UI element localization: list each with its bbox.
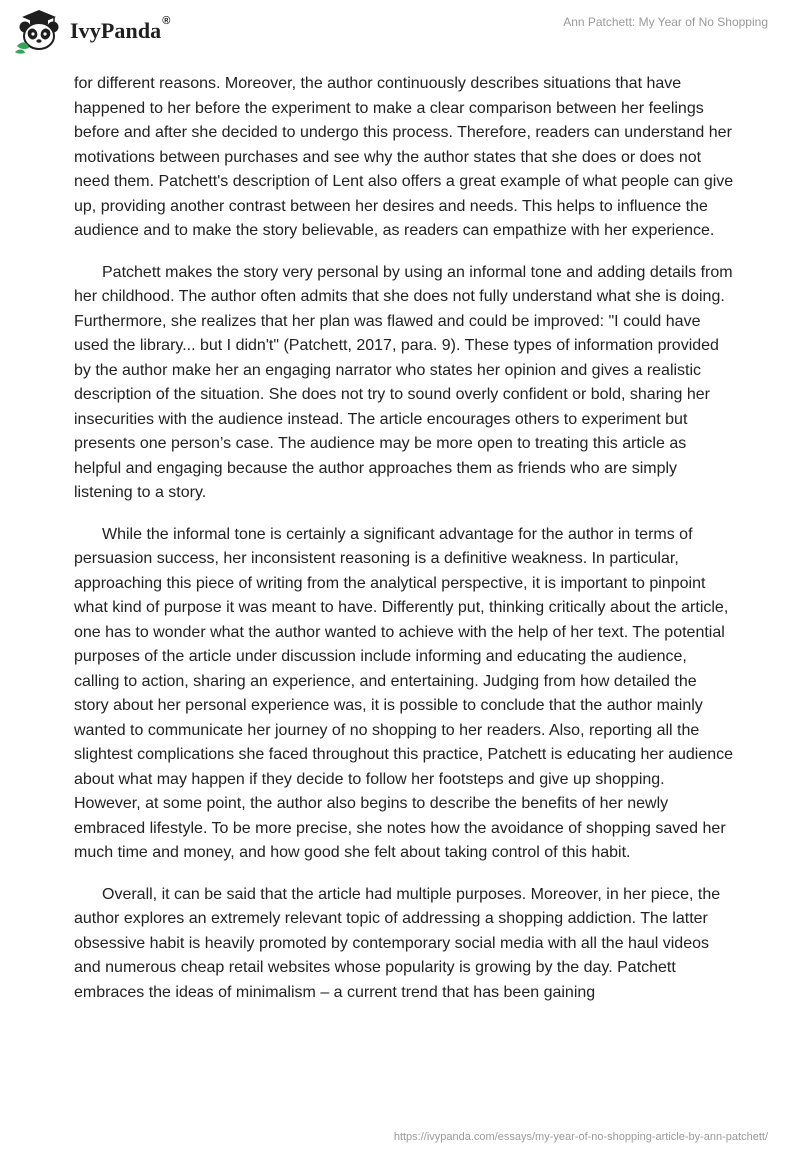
paragraph: While the informal tone is certainly a significant advantage for the author in terms of persuasion success, her inconsistent reasoning is a definitive weakness. In particular, approaching this piece of writing from the analytical perspective, it is important to pinpoint what kind of purpose it was meant to have. Differently put, thinking critically about the article, one has to wonder what the author wanted to achieve with the help of her text. The potential purposes of the article under discussion include informing and educating the audience, calling to action, sharing an experience, and entertaining. Judging from how detailed the story about her personal experience was, it is possible to conclude that the author mainly wanted to communicate her journey of no shopping to her readers. Also, reporting all the slightest complications she faced throughout this practice, Patchett is educating her audience about what may happen if they decide to follow her footsteps and give up shopping. However, at some point, the author also begins to describe the benefits of her newly embraced lifestyle. To be more precise, she notes how the avoidance of shopping saved her much time and money, and how good she felt about taking control of this habit. [74,525,734,861]
page-header [0,0,800,62]
registered-mark: ® [162,15,171,27]
ivypanda-logo[interactable] [14,8,171,54]
paragraph: Patchett makes the story very personal by using an informal tone and adding details from her childhood. The author often admits that she does not fully understand what she is doing. Furthermore, she realizes that her plan was flawed and could be improved: "I could have used the library... but I didn't" (Patchett, 2017, para. 9). These types of information provided by the author make her an engaging narrator who states her opinion and gives a realistic description of the situation. She does not try to sound overly confident or bold, sharing her insecurities with the audience instead. The article encourages others to experiment but presents one person’s case. The audience may be more open to treating this article as helpful and engaging because the author approaches them as friends who are simply listening to a story. [74,263,733,501]
essay-body [74,72,734,1022]
source-url[interactable]: https://ivypanda.com/essays/my-year-of-no-shopping-article-by-ann-patchett/ [393,1131,768,1143]
brand-name: IvyPanda® [70,15,171,43]
panda-graduation-cap-icon [14,8,64,54]
document-title: Ann Patchett: My Year of No Shopping [563,15,768,29]
paragraph: Overall, it can be said that the article had multiple purposes. Moreover, in her piece, the author explores an extremely relevant topic of addressing a shopping addiction. The latter obsessive habit is heavily promoted by contemporary social media with all the haul videos and numerous cheap retail websites whose popularity is growing by the day. Patchett embraces the ideas of minimalism – a current trend that has been gaining [74,885,721,1001]
paragraph: for different reasons. Moreover, the author continuously describes situations that have happened to her before the experiment to make a clear comparison between her feelings before and after she decided to undergo this process. Therefore, readers can understand her motivations between purchases and see why the author states that she does or does not need them. Patchett's description of Lent also offers a great example of what people can give up, providing another contrast between her desires and needs. This helps to influence the audience and to make the story believable, as readers can empathize with her experience. [74,75,734,239]
